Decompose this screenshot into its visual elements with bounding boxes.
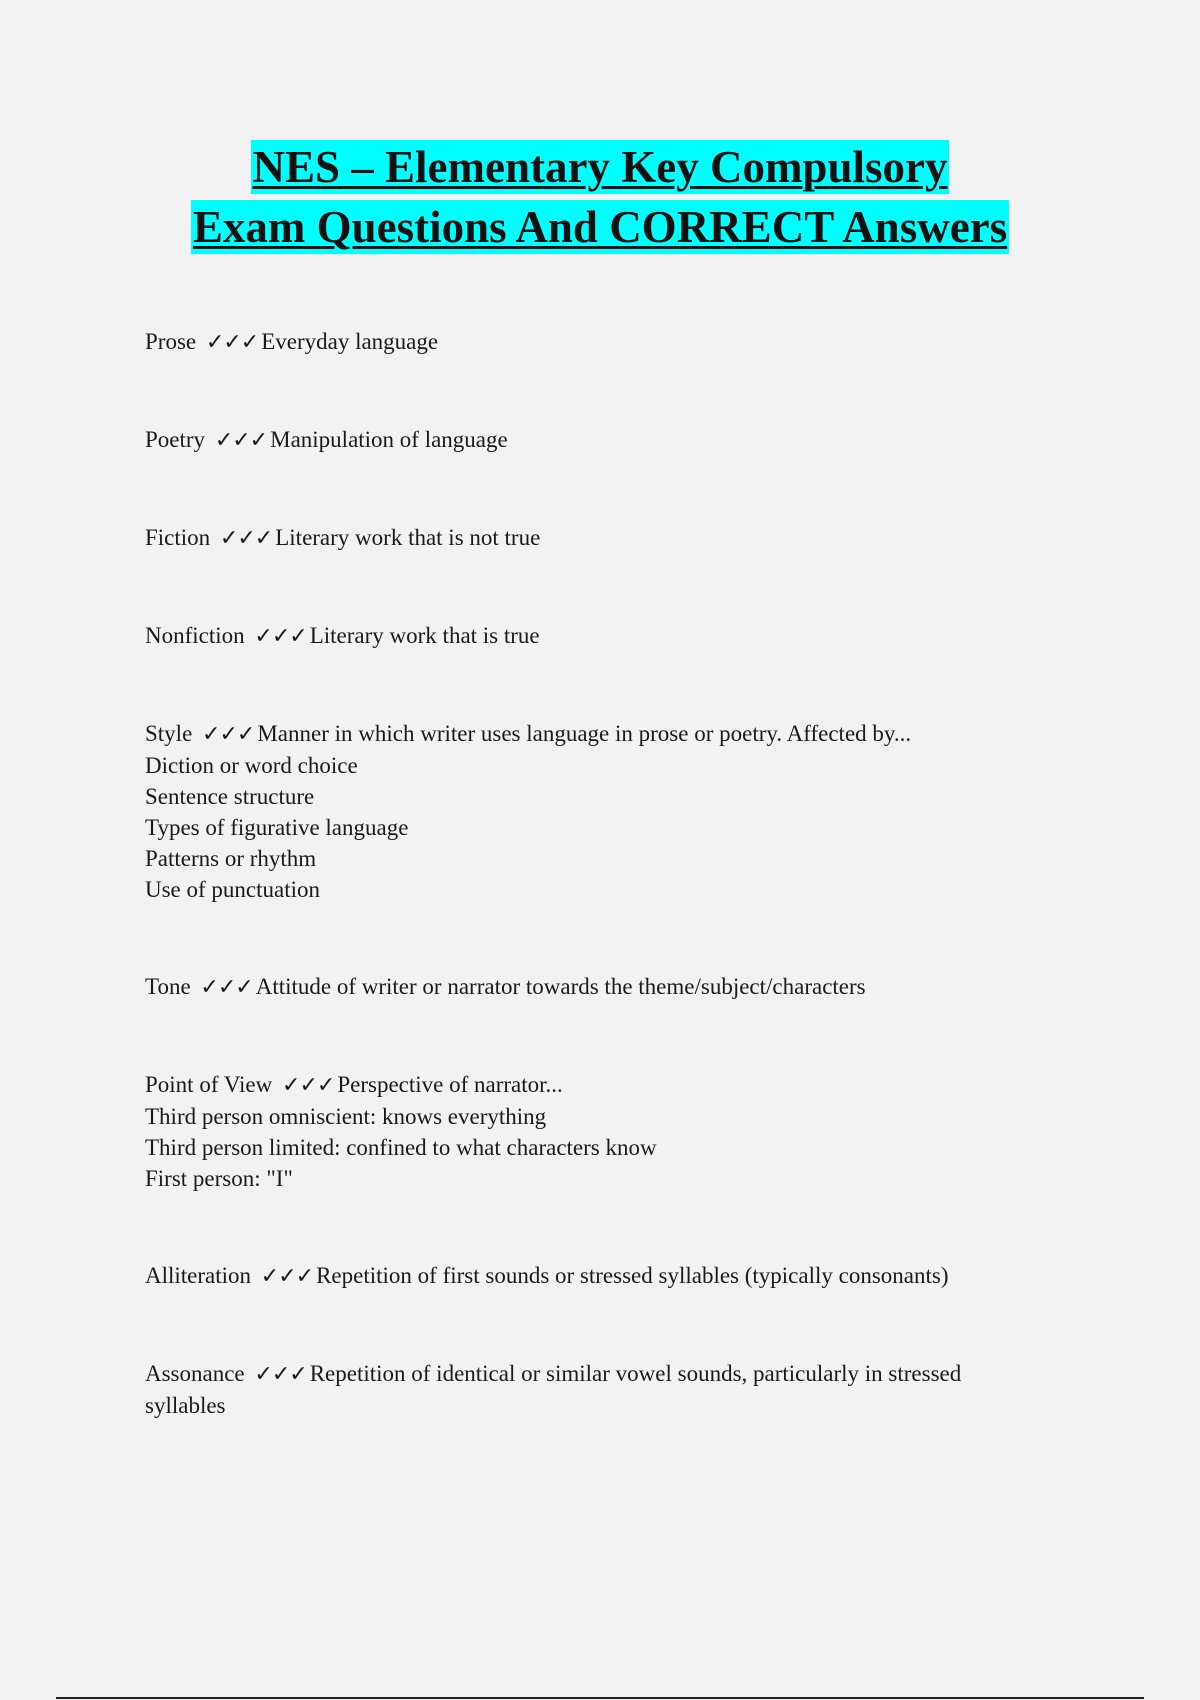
check-marks-icon: ✓✓✓: [219, 526, 273, 551]
detail-line: Use of punctuation: [145, 877, 321, 902]
qa-entry-fiction: [145, 522, 1045, 554]
qa-entry-prose: [145, 326, 1045, 358]
term: Style: [145, 721, 193, 746]
term: Alliteration: [145, 1263, 252, 1288]
term: Assonance: [145, 1361, 245, 1386]
detail-line: Types of figurative language: [145, 815, 409, 840]
term: Point of View: [145, 1072, 273, 1097]
definition: Manner in which writer uses language in prose or poetry. Affected by...: [257, 721, 912, 746]
check-marks-icon: ✓✓✓: [282, 1073, 335, 1098]
definition: Manipulation of language: [270, 427, 508, 452]
check-marks-icon: ✓✓✓: [205, 330, 259, 355]
definition: Everyday language: [261, 329, 439, 354]
check-marks-icon: ✓✓✓: [254, 1362, 307, 1387]
title-line-2: Exam Questions And CORRECT Answers: [192, 202, 1008, 252]
term: Nonfiction: [145, 623, 245, 648]
definition: Repetition of identical or similar vowel sounds, particularly in stressed syllables: [145, 1361, 962, 1418]
qa-entry-poetry: [145, 424, 1045, 456]
qa-entry-point-of-view: [145, 1069, 1045, 1194]
detail-line: First person: "I": [145, 1166, 293, 1191]
term: Poetry: [145, 427, 206, 452]
qa-entry-alliteration: [145, 1260, 1045, 1292]
detail-line: Patterns or rhythm: [145, 846, 317, 871]
qa-entry-tone: [145, 971, 1045, 1003]
detail-line: Third person omniscient: knows everything: [145, 1104, 547, 1129]
detail-line: Diction or word choice: [145, 753, 358, 778]
definition: Literary work that is true: [309, 623, 540, 648]
page-bottom-rule: [56, 1697, 1144, 1699]
qa-list: [145, 326, 1045, 1421]
qa-entry-assonance: [145, 1358, 1045, 1421]
definition: Repetition of first sounds or stressed syllables (typically consonants): [316, 1263, 949, 1288]
qa-entry-style: [145, 718, 1045, 905]
document-title: [0, 140, 1200, 260]
check-marks-icon: ✓✓✓: [260, 1264, 314, 1289]
detail-line: Sentence structure: [145, 784, 315, 809]
definition: Literary work that is not true: [275, 525, 541, 550]
check-marks-icon: ✓✓✓: [214, 428, 268, 453]
check-marks-icon: ✓✓✓: [200, 975, 253, 1000]
check-marks-icon: ✓✓✓: [202, 722, 255, 747]
term: Prose: [145, 329, 197, 354]
check-marks-icon: ✓✓✓: [254, 624, 307, 649]
definition: Attitude of writer or narrator towards the theme/subject/characters: [255, 974, 866, 999]
detail-line: Third person limited: confined to what characters know: [145, 1135, 657, 1160]
term: Tone: [145, 974, 191, 999]
definition: Perspective of narrator...: [337, 1072, 563, 1097]
qa-entry-nonfiction: [145, 620, 1045, 652]
term: Fiction: [145, 525, 211, 550]
title-line-1: NES – Elementary Key Compulsory: [252, 142, 948, 192]
